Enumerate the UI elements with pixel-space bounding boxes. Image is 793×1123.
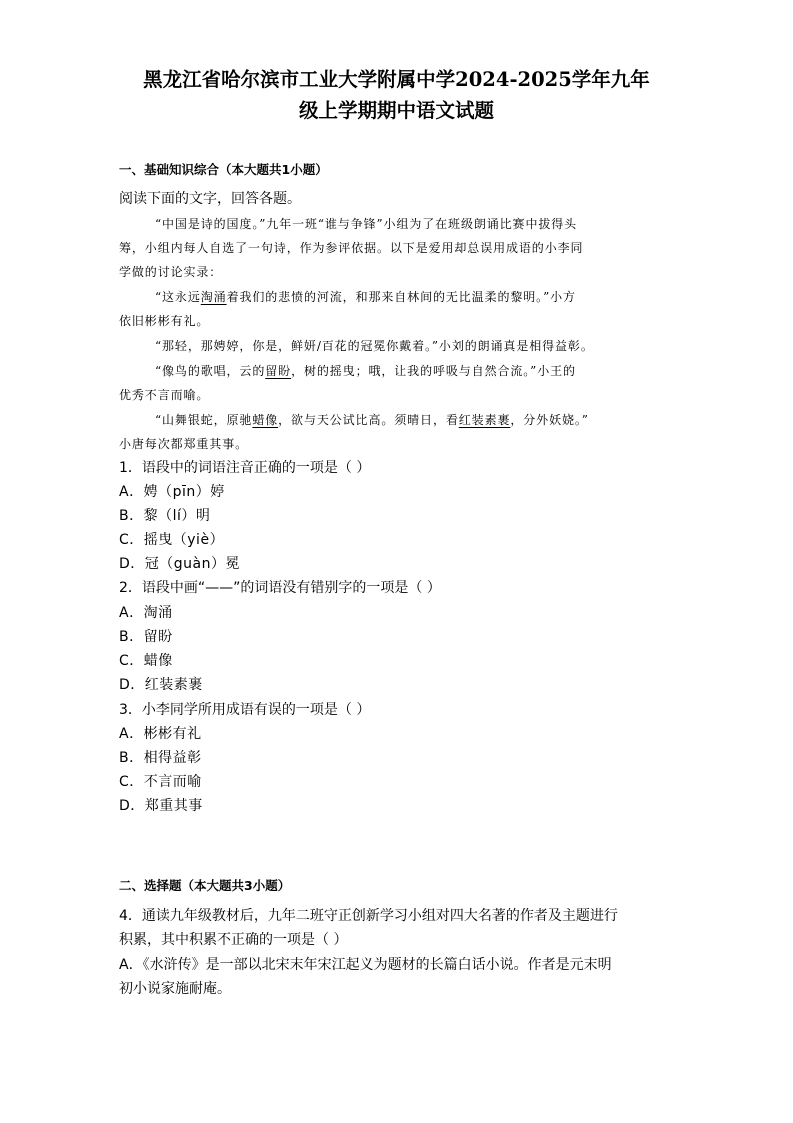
question-2-option-b: B．留盼	[119, 629, 173, 645]
underlined-word: 淘涌	[200, 290, 227, 304]
passage-text: “山舞银蛇，原驰	[155, 413, 253, 427]
passage-line	[155, 361, 576, 381]
passage-line: “中国是诗的国度。”九年一班“谁与争锋”小组为了在班级朗诵比赛中拔得头	[155, 217, 578, 231]
question-2-option-c: C．蜡像	[119, 653, 173, 669]
section-2-heading: 二、选择题（本大题共3小题）	[119, 878, 291, 893]
question-1-option-c: C．摇曳（yiè）	[119, 532, 225, 548]
question-4-option-a: A．《水浒传》是一部以北宋末年宋江起义为题材的长篇白话小说。作者是元末明	[119, 957, 612, 973]
question-2-option-d: D．红装素裹	[119, 677, 203, 693]
passage-line	[155, 287, 576, 307]
question-4-stem: 4．通读九年级教材后，九年二班守正创新学习小组对四大名著的作者及主题进行	[119, 908, 618, 924]
question-3-option-b: B．相得益彰	[119, 750, 202, 766]
passage-text: “这永远	[155, 290, 201, 304]
question-4-option-a: 初小说家施耐庵。	[119, 981, 231, 997]
question-3-option-c: C．不言而喻	[119, 774, 202, 790]
passage-line: “那轻，那娉婷，你是，鲜妍/百花的冠冕你戴着。”小刘的朗诵真是相得益彰。	[155, 339, 594, 353]
passage-line: 依旧彬彬有礼。	[119, 314, 210, 328]
question-3-stem: 3．小李同学所用成语有误的一项是（ ）	[119, 702, 371, 718]
passage-text: ，树的摇曳；哦，让我的呼吸与自然合流。”小王的	[291, 364, 576, 378]
document-title	[100, 64, 693, 126]
underlined-word: 留盼	[265, 364, 292, 378]
underlined-word: 红装素裹	[458, 413, 511, 427]
passage-text: ，分外妖娆。”	[510, 413, 589, 427]
passage-line	[155, 410, 589, 430]
question-1-option-a: A．娉（pīn）婷	[119, 484, 225, 500]
question-1-stem: 1．语段中的词语注音正确的一项是（ ）	[119, 460, 371, 476]
underlined-word: 蜡像	[252, 413, 279, 427]
title-line-2: 级上学期期中语文试题	[298, 99, 494, 122]
question-4-stem: 积累，其中积累不正确的一项是（ ）	[119, 932, 348, 948]
question-2-option-a: A．淘涌	[119, 605, 173, 621]
passage-text: 着我们的悲愤的河流，和那来自林间的无比温柔的黎明。”小方	[226, 290, 576, 304]
question-1-option-d: D．冠（guàn）冕	[119, 556, 240, 572]
question-3-option-a: A．彬彬有礼	[119, 726, 202, 742]
passage-text: ，欲与天公试比高。须晴日，看	[278, 413, 459, 427]
section-1-intro: 阅读下面的文字，回答各题。	[119, 191, 301, 207]
passage-text: “像鸟的歌唱，云的	[155, 364, 266, 378]
question-3-option-d: D．郑重其事	[119, 798, 203, 814]
title-line-1: 黑龙江省哈尔滨市工业大学附属中学2024-2025学年九年	[143, 68, 650, 91]
passage-line: 学做的讨论实录：	[119, 265, 223, 279]
section-1-heading: 一、基础知识综合（本大题共1小题）	[119, 162, 328, 177]
passage-line: 优秀不言而喻。	[119, 388, 210, 402]
question-1-option-b: B．黎（lí）明	[119, 508, 211, 524]
passage-line: 小唐每次都郑重其事。	[119, 437, 249, 451]
question-2-stem: 2．语段中画“——”的词语没有错别字的一项是（ ）	[119, 580, 441, 596]
passage-line: 筹，小组内每人自选了一句诗，作为参评依据。以下是爱用却总误用成语的小李同	[119, 241, 584, 255]
